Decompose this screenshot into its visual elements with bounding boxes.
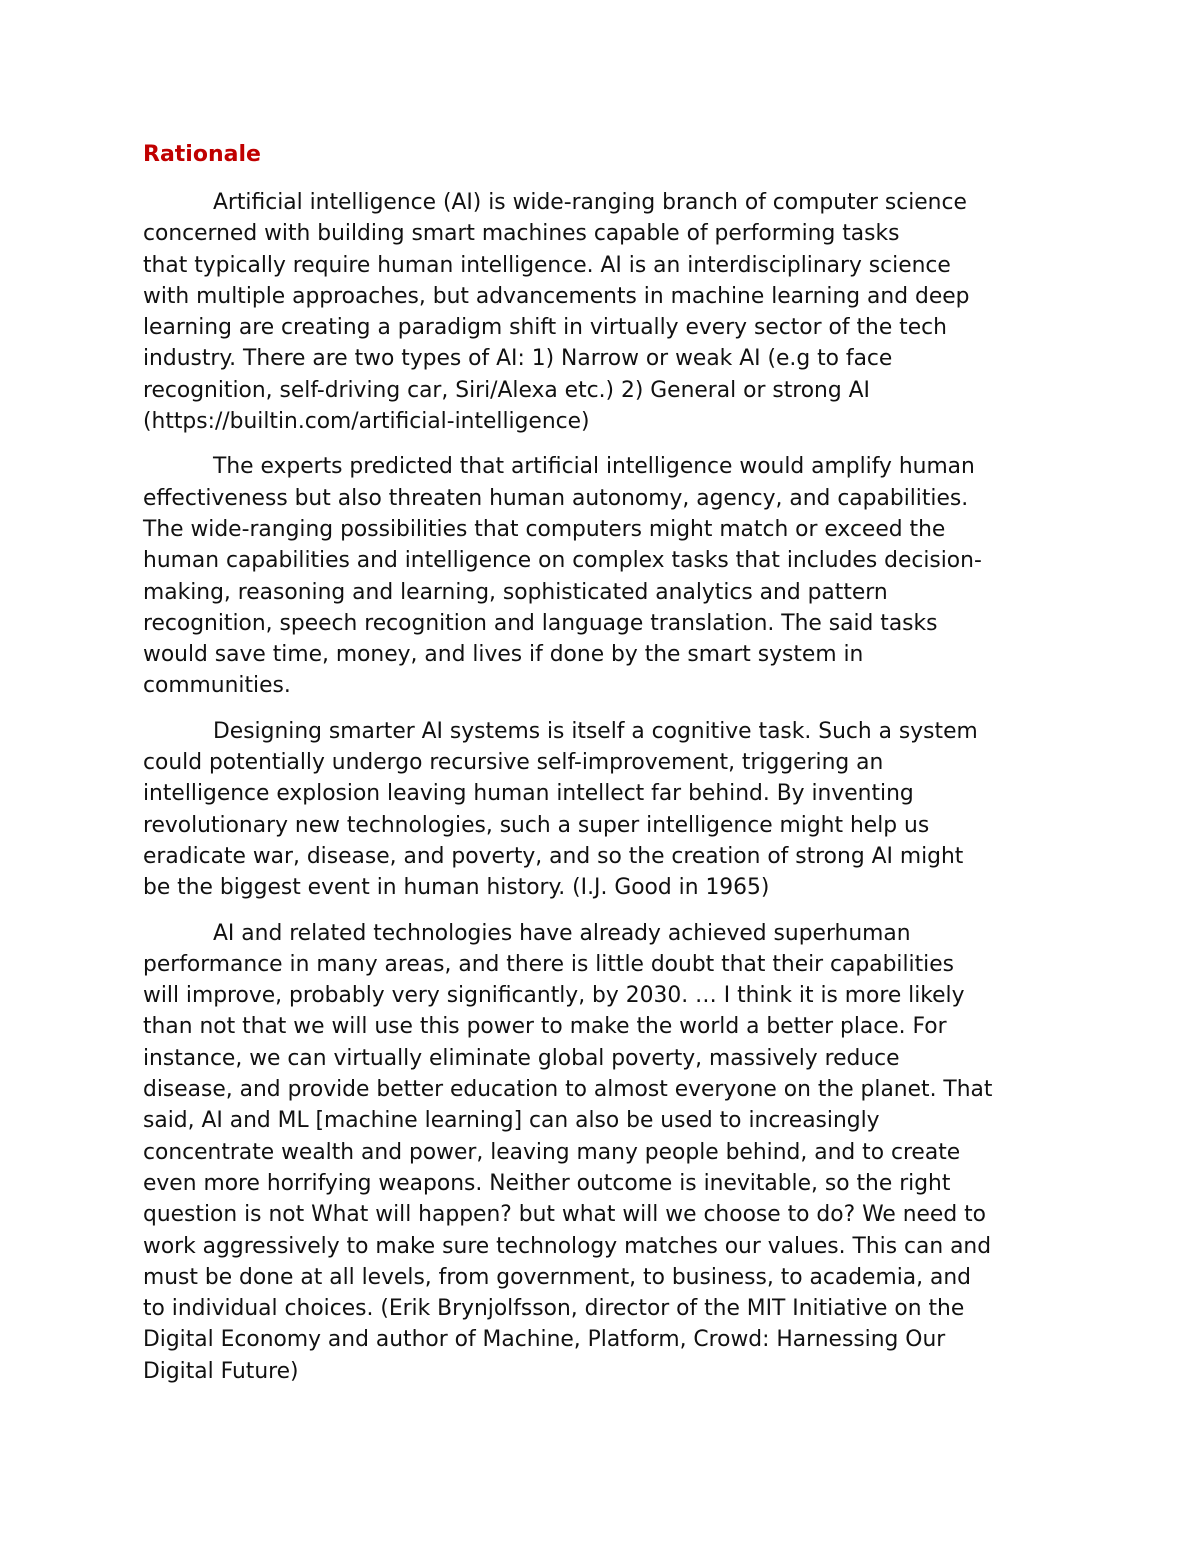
paragraph-line: Digital Economy and author of Machine, Platform, Crowd: Harnessing Our	[143, 1327, 946, 1353]
paragraph-line: effectiveness but also threaten human autonomy, agency, and capabilities.	[143, 485, 969, 511]
paragraph	[143, 187, 1063, 437]
paragraph-line: disease, and provide better education to almost everyone on the planet. That	[143, 1077, 993, 1103]
paragraph-line: Artificial intelligence (AI) is wide-ranging branch of computer science	[213, 190, 967, 215]
paragraph-line: concentrate wealth and power, leaving many people behind, and to create	[143, 1139, 961, 1165]
paragraph-line: human capabilities and intelligence on complex tasks that includes decision-	[143, 548, 982, 574]
paragraph	[143, 918, 1063, 1387]
paragraph-line: question is not What will happen? but what will we choose to do? We need to	[143, 1202, 986, 1228]
paragraph-line: performance in many areas, and there is little doubt that their capabilities	[143, 951, 954, 977]
paragraph-line: The experts predicted that artificial intelligence would amplify human	[213, 454, 975, 480]
paragraph-line: revolutionary new technologies, such a super intelligence might help us	[143, 812, 930, 838]
paragraph-line: would save time, money, and lives if done by the smart system in	[143, 642, 864, 668]
paragraph-line: work aggressively to make sure technology matches our values. This can and	[143, 1233, 992, 1259]
paragraph-line: to individual choices. (Erik Brynjolfsson, director of the MIT Initiative on the	[143, 1296, 965, 1322]
paragraph-line: said, AI and ML [machine learning] can also be used to increasingly	[143, 1108, 880, 1134]
section-heading: Rationale	[143, 142, 261, 167]
paragraph-line: The wide-ranging possibilities that computers might match or exceed the	[143, 516, 946, 542]
paragraph-line: Digital Future)	[143, 1358, 299, 1384]
paragraph-line: will improve, probably very significantly, by 2030. … I think it is more likely	[143, 983, 965, 1009]
paragraph-line: that typically require human intelligence. AI is an interdisciplinary science	[143, 252, 951, 278]
paragraph-line: must be done at all levels, from government, to business, to academia, and	[143, 1264, 971, 1290]
paragraph-line: instance, we can virtually eliminate global poverty, massively reduce	[143, 1045, 900, 1071]
paragraph	[143, 716, 1063, 904]
paragraph-line: could potentially undergo recursive self-improvement, triggering an	[143, 750, 884, 776]
paragraph-line: recognition, speech recognition and language translation. The said tasks	[143, 610, 938, 636]
paragraph-line: Designing smarter AI systems is itself a cognitive task. Such a system	[213, 718, 978, 744]
paragraph-line: with multiple approaches, but advancements in machine learning and deep	[143, 283, 970, 309]
paragraph-line: learning are creating a paradigm shift in virtually every sector of the tech	[143, 315, 947, 341]
paragraph-line: making, reasoning and learning, sophisticated analytics and pattern	[143, 579, 888, 605]
paragraph	[143, 451, 1063, 701]
paragraph-line: AI and related technologies have already achieved superhuman	[213, 920, 911, 946]
paragraph-line: communities.	[143, 673, 291, 699]
paragraph-line: than not that we will use this power to make the world a better place. For	[143, 1014, 947, 1040]
paragraph-line: be the biggest event in human history. (I.J. Good in 1965)	[143, 875, 770, 901]
document-body	[143, 140, 1063, 1401]
paragraph-line: industry. There are two types of AI: 1) Narrow or weak AI (e.g to face	[143, 346, 893, 372]
paragraph-line: even more horrifying weapons. Neither outcome is inevitable, so the right	[143, 1170, 951, 1196]
paragraph-line: intelligence explosion leaving human intellect far behind. By inventing	[143, 781, 914, 807]
paragraph-line: recognition, self-driving car, Siri/Alexa etc.) 2) General or strong AI	[143, 377, 870, 403]
paragraph-line: concerned with building smart machines capable of performing tasks	[143, 221, 900, 247]
paragraph-line: eradicate war, disease, and poverty, and so the creation of strong AI might	[143, 843, 964, 869]
paragraph-line: (https://builtin.com/artificial-intelligence)	[143, 409, 590, 435]
